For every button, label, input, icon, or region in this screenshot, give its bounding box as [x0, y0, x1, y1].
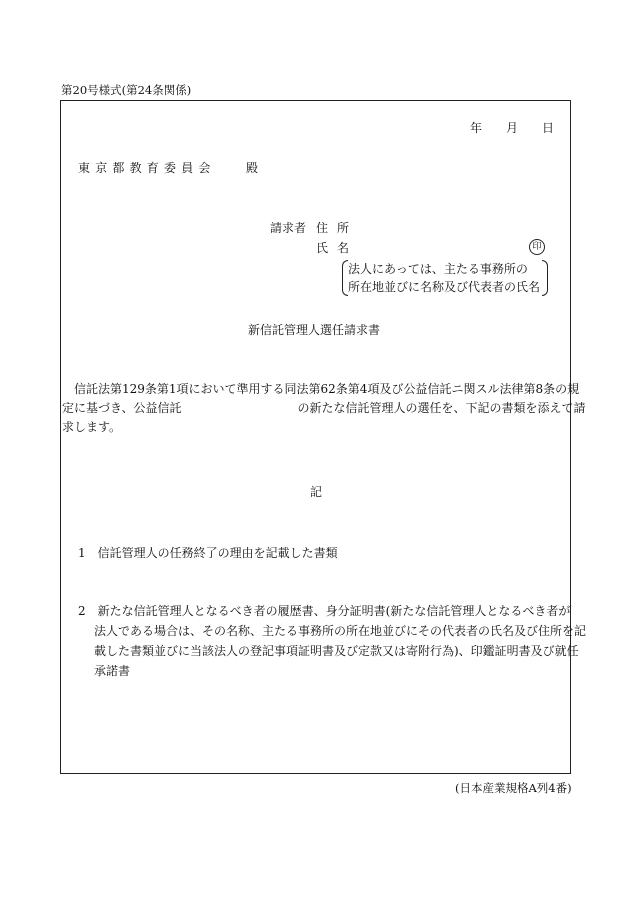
item-2-line-2: 法人である場合は、その名称、主たる事務所の所在地並びにその代表者の氏名及び住所を記 — [94, 624, 587, 638]
body-line-3: 求します。 — [62, 420, 122, 434]
item-number: 2 — [78, 604, 86, 618]
body-line-1: 信託法第129条第1項において準用する同法第62条第4項及び公益信託ニ関スル法律第8条の規 — [74, 382, 580, 396]
addressee-name: 東京都教育委員会 — [78, 161, 216, 175]
claimant-role-label: 請求者 — [270, 221, 307, 235]
request-body — [62, 380, 586, 437]
date-day-label: 日 — [542, 121, 555, 135]
body-line-2-after: の新たな信託管理人の選任を、下記の書類を添えて請 — [297, 401, 586, 415]
item-2-line-1 — [78, 601, 570, 621]
corporation-note-line-1: 法人にあっては、主たる事務所の — [348, 262, 528, 276]
corporation-note-line-2: 所在地並びに名称及び代表者の氏名 — [348, 280, 541, 294]
date-year-label: 年 — [470, 121, 483, 135]
item-text: 信託管理人の任務終了の理由を記載した書類 — [97, 546, 338, 560]
date-row — [470, 120, 554, 136]
item-2-line-1-text: 新たな信託管理人となるべき者の履歴書、身分証明書(新たな信託管理人となるべき者が — [97, 604, 571, 618]
body-line-2-before: 定に基づき、公益信託 — [62, 401, 182, 415]
date-month-label: 月 — [506, 121, 519, 135]
addressee-suffix: 殿 — [246, 161, 259, 175]
item-number: 1 — [78, 546, 86, 560]
item-2-line-4: 承諾書 — [94, 664, 131, 678]
paper-size-note: (日本産業規格A列4番) — [455, 781, 572, 795]
list-item — [78, 545, 338, 561]
name-label: 氏名 — [316, 241, 359, 255]
ki-heading: 記 — [310, 485, 323, 499]
address-label: 住所 — [316, 221, 359, 235]
list-item — [78, 601, 587, 681]
item-2-line-3: 載した書類並びに当該法人の登記事項証明書及び定款又は寄附行為)、印鑑証明書及び就任 — [94, 644, 579, 658]
body-line-2 — [62, 399, 586, 418]
corporation-note — [342, 259, 548, 297]
bracket-right — [542, 260, 548, 296]
document-title: 新信託管理人選任請求書 — [248, 323, 381, 337]
form-number: 第20号様式(第24条関係) — [61, 83, 192, 97]
seal-mark: 印 — [529, 239, 545, 255]
